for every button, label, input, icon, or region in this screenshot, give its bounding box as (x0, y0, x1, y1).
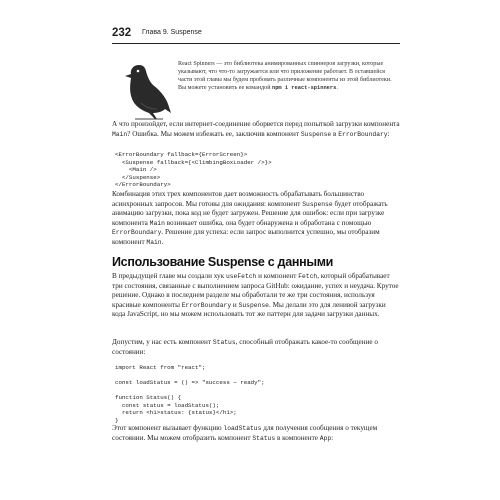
inline-code: loadStatus (223, 425, 262, 432)
code-line: return <h1>status: {status}</h1>; (115, 409, 237, 416)
note-text: React Spinners — это библиотека анимированных спиннеров загрузки, которые указывают, что что-то загружается или что приложение работает. В оставшейся части этой главы мы будем пробовать различные компоненты из этой библиотеки. Вы можете установить ее командой (178, 61, 392, 91)
chapter-title: Глава 9. Suspense (142, 29, 202, 36)
inline-code: App (319, 434, 332, 442)
code-line: <Main /> (115, 166, 157, 173)
code-line: const loadStatus = () => "success — ready"; (115, 379, 265, 386)
inline-code: ErrorBoundary (112, 229, 162, 237)
code-line: <ErrorBoundary fallback={ErrorScreen}> (115, 151, 248, 158)
code-line: </Suspense> (115, 173, 161, 181)
inline-code: Main (146, 238, 162, 246)
inline-code: useFetch (225, 273, 257, 280)
page-number: 232 (112, 27, 132, 39)
inline-code: Status (252, 434, 276, 442)
inline-code: Fetch (298, 273, 318, 280)
install-command: npm i react-spinners (272, 84, 337, 91)
section-heading: Использование Suspense с данными (112, 255, 334, 269)
paragraph-2: Комбинация этих трех компонентов дает возможность обрабатывать большинство асинхронных запросов. Мы готовы для ожидания: компонент Suspense будет отображать анимацию загрузки, пока код не будет загружен. Решение для ошибок: если при загрузке компонента Main возникает ошибка, она будет обнаружена и обработана с помощью ErrorBoundary. Решение для успеха: если запрос выполнится успешно, мы отобразим компонент Main. (112, 190, 388, 246)
code-line: const status = loadStatus(); (115, 401, 220, 409)
inline-code: Main (149, 219, 165, 227)
inline-code: Suspense (300, 130, 332, 138)
inline-code: Status (212, 339, 236, 346)
code-line: import React from "react"; (115, 364, 206, 371)
tip-note: React Spinners — это библиотека анимированных спиннеров загрузки, которые указывают, что что-то загружается или что приложение работает. В оставшейся части этой главы мы будем пробовать различные компоненты из этой библиотеки. Вы можете установить ее командой npm i react-spinners. (178, 61, 392, 91)
code-line: </ErrorBoundary> (115, 181, 171, 188)
paragraph-4: Допустим, у нас есть компонент Status, способный отображать какое-то сообщение о состоянии: (112, 338, 379, 356)
code-line: } (115, 416, 119, 424)
paragraph-1: А что произойдет, если интернет-соединение оборвется перед попыткой загрузки компонента Main? Ошибка. Мы можем избежать ее, заключив компонент Suspense в ErrorBoundary: (112, 120, 400, 138)
code-line: <Suspense fallback={<ClimbingBoxLoader />}> (115, 158, 272, 166)
paragraph-5: Этот компонент вызывает функцию loadStatus для получения сообщения о текущем состоянии. Мы можем отобразить компонент Status в компоненте App: (112, 424, 378, 442)
inline-code: Main (112, 130, 128, 138)
inline-code: ErrorBoundary (181, 301, 232, 309)
code-block-2 (115, 364, 400, 424)
inline-code: Suspense (302, 200, 333, 208)
code-block-1 (115, 151, 400, 189)
inline-code: Suspense (238, 301, 269, 309)
code-line: function Status() { (115, 394, 182, 401)
inline-code: ErrorBoundary (338, 130, 388, 138)
paragraph-3: В предыдущей главе мы создали хук useFetch и компонент Fetch, который обрабатывает три состояния, связанные с выполнением запроса GitHub: ожидание, успех и неудача. Крутое решение. Однако в последнем разделе мы обработали те же три состояния, используя красивые компоненты ErrorBoundary и Suspense. Мы делали это для ленивой загрузки кода JavaScript, но мы можем использовать тот же паттерн для задачи загрузки данных. (112, 272, 399, 319)
raven-icon (119, 63, 173, 121)
page-header (112, 27, 400, 44)
